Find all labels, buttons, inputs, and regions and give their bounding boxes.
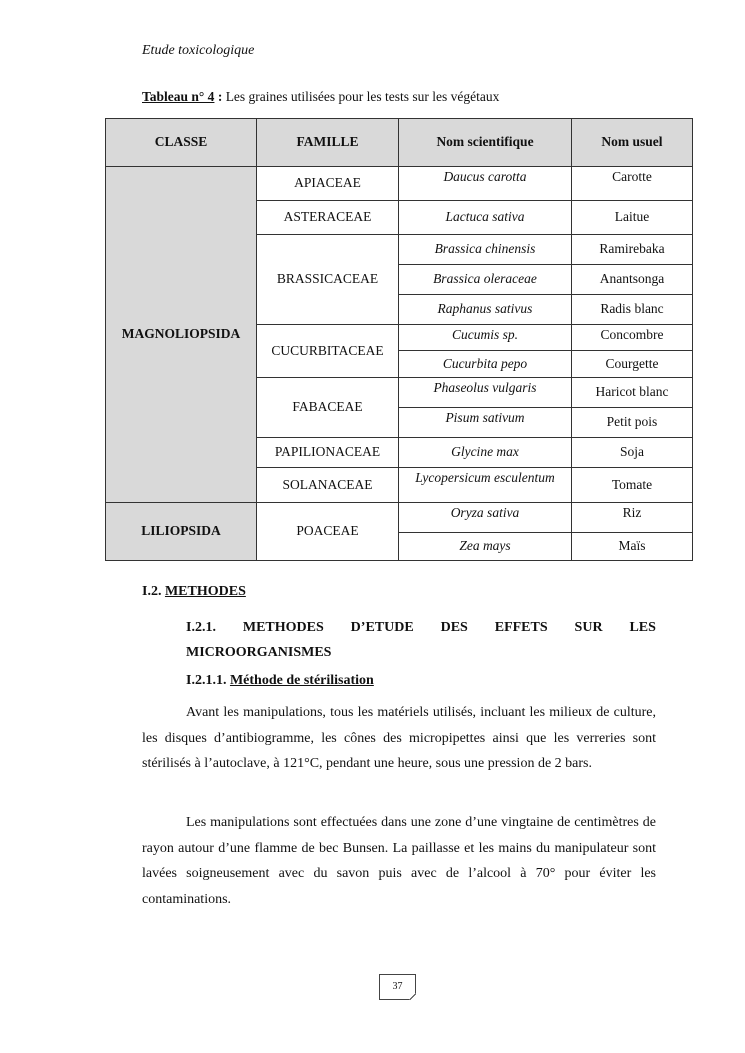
heading-line-2: MICROORGANISMES xyxy=(186,645,332,660)
family-brassicaceae: BRASSICACEAE xyxy=(257,235,399,325)
header-famille: FAMILLE xyxy=(257,119,399,167)
page-number: 37 xyxy=(379,974,416,1000)
usual-name: Petit pois xyxy=(572,408,693,438)
usual-name: Riz xyxy=(572,503,693,533)
usual-name: Concombre xyxy=(572,325,693,351)
family-cucurbitaceae: CUCURBITACEAE xyxy=(257,325,399,378)
table-header-row xyxy=(106,119,693,167)
table-caption xyxy=(142,89,499,105)
sci-name: Raphanus sativus xyxy=(399,295,572,325)
usual-name: Laitue xyxy=(572,201,693,235)
family-apiaceae: APIACEAE xyxy=(257,167,399,201)
family-solanaceae: SOLANACEAE xyxy=(257,468,399,503)
usual-name: Haricot blanc xyxy=(572,378,693,408)
usual-name: Ramirebaka xyxy=(572,235,693,265)
family-fabaceae: FABACEAE xyxy=(257,378,399,438)
running-header: Etude toxicologique xyxy=(142,43,255,58)
header-nom-usuel: Nom usuel xyxy=(572,119,693,167)
sci-name: Pisum sativum xyxy=(399,408,572,438)
seeds-table xyxy=(105,118,693,561)
sci-name: Cucumis sp. xyxy=(399,325,572,351)
caption-label: Tableau n° 4 : xyxy=(142,89,223,104)
family-asteraceae: ASTERACEAE xyxy=(257,201,399,235)
caption-text: Les graines utilisées pour les tests sur les végétaux xyxy=(222,89,500,104)
class-magnoliopsida: MAGNOLIOPSIDA xyxy=(106,167,257,503)
family-papilionaceae: PAPILIONACEAE xyxy=(257,438,399,468)
sci-name: Glycine max xyxy=(399,438,572,468)
sci-name: Brassica chinensis xyxy=(399,235,572,265)
sci-name: Brassica oleraceae xyxy=(399,265,572,295)
usual-name: Anantsonga xyxy=(572,265,693,295)
subsubsection-heading-sterilisation: I.2.1.1. Méthode de stérilisation xyxy=(186,673,374,688)
usual-name: Soja xyxy=(572,438,693,468)
class-liliopsida: LILIOPSIDA xyxy=(106,503,257,561)
heading-line-1: I.2.1. METHODES D’ETUDE DES EFFETS SUR LES xyxy=(186,620,656,635)
paragraph-sterilisation: Avant les manipulations, tous les matériels utilisés, incluant les milieux de culture, les disques d’antibiogramme, les cônes des micropipettes ainsi que les verreries sont stérilisés à l’autoclave, à 121°C, pendant une heure, sous une pression de 2 bars. xyxy=(142,705,656,771)
table-row xyxy=(106,503,693,533)
sci-name: Lycopersicum esculentum xyxy=(399,468,572,503)
usual-name: Tomate xyxy=(572,468,693,503)
usual-name: Carotte xyxy=(572,167,693,201)
subsection-heading-microorganismes xyxy=(186,615,656,665)
family-poaceae: POACEAE xyxy=(257,503,399,561)
section-heading-methodes: I.2. METHODES xyxy=(142,584,246,599)
paragraph-manipulations: Les manipulations sont effectuées dans une zone d’une vingtaine de centimètres de rayon autour d’une flamme de bec Bunsen. La paillasse et les mains du manipulateur sont lavées soigneusement avec du savon puis avec de l’alcool à 70° pour éviter les contaminations. xyxy=(142,815,656,907)
usual-name: Radis blanc xyxy=(572,295,693,325)
usual-name: Maïs xyxy=(572,533,693,561)
sci-name: Phaseolus vulgaris xyxy=(399,378,572,408)
sci-name: Daucus carotta xyxy=(399,167,572,201)
page-fold-icon xyxy=(409,993,416,1000)
sci-name: Cucurbita pepo xyxy=(399,351,572,378)
header-classe: CLASSE xyxy=(106,119,257,167)
sci-name: Oryza sativa xyxy=(399,503,572,533)
table-row xyxy=(106,167,693,201)
sci-name: Zea mays xyxy=(399,533,572,561)
usual-name: Courgette xyxy=(572,351,693,378)
header-nom-scientifique: Nom scientifique xyxy=(399,119,572,167)
sci-name: Lactuca sativa xyxy=(399,201,572,235)
